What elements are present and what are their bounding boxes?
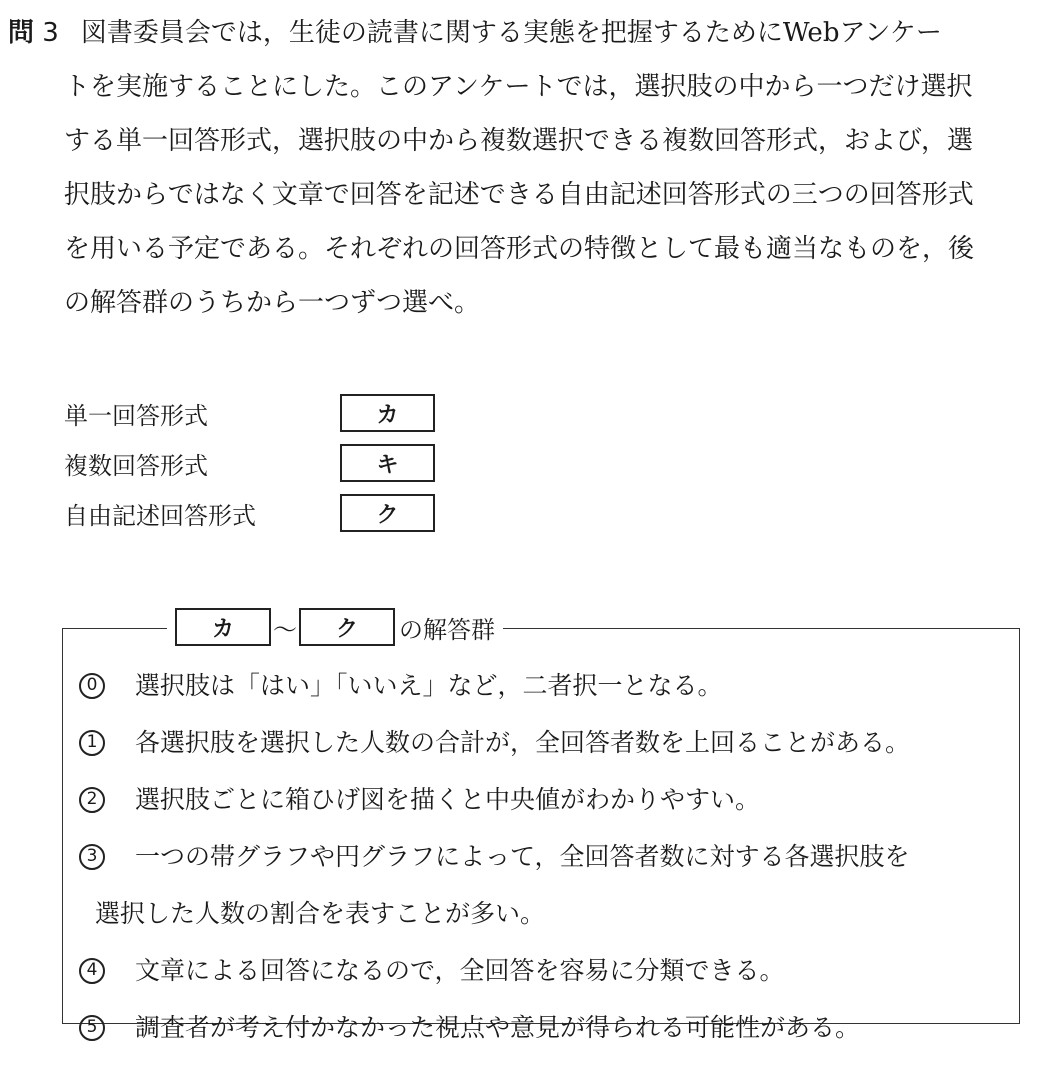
choice-mark — [79, 942, 135, 999]
choice-text-line: 文章による回答になるので，全回答を容易に分類できる。 — [135, 956, 785, 985]
choice-text-continuation: 選択した人数の割合を表すことが多い。 — [95, 899, 546, 928]
question-line — [8, 168, 1018, 222]
circled-number-icon: 3 — [79, 844, 105, 870]
circled-number-icon: 1 — [79, 730, 105, 756]
choice-item[interactable] — [79, 999, 1009, 1056]
answer-blank-box[interactable]: ク — [340, 494, 435, 532]
choice-mark — [79, 771, 135, 828]
question-text: を用いる予定である。それぞれの回答形式の特徴として最も適当なものを，後 — [64, 234, 975, 264]
answer-choices-box — [62, 615, 1020, 1042]
choice-text-line: 一つの帯グラフや円グラフによって，全回答者数に対する各選択肢を — [135, 842, 910, 871]
item-label: 自由記述回答形式 — [64, 501, 256, 530]
choice-text — [135, 771, 1009, 828]
choice-text — [95, 828, 1009, 942]
item-label: 単一回答形式 — [64, 401, 208, 430]
circled-number-icon: 0 — [79, 673, 105, 699]
circled-number-icon: 4 — [79, 958, 105, 984]
header-suffix: の解答群 — [399, 615, 495, 644]
choice-mark — [79, 714, 135, 771]
header-tilde: ～ — [273, 615, 297, 644]
item-label: 複数回答形式 — [64, 451, 208, 480]
question-line — [8, 222, 1018, 276]
question-label: 問 — [8, 18, 35, 48]
choice-item[interactable] — [79, 828, 1009, 942]
choice-item[interactable] — [79, 657, 1009, 714]
question-paragraph — [8, 6, 1018, 330]
question-line — [8, 276, 1018, 330]
answer-item — [64, 388, 435, 438]
choice-text — [135, 714, 1009, 771]
answer-item — [64, 488, 435, 538]
choice-text-line: 調査者が考え付かなかった視点や意見が得られる可能性がある。 — [135, 1013, 861, 1042]
choice-text — [135, 657, 1009, 714]
header-blank-from: カ — [175, 608, 271, 646]
question-text: トを実施することにした。このアンケートでは，選択肢の中から一つだけ選択 — [64, 72, 973, 102]
choice-text — [135, 942, 1009, 999]
circled-number-icon: 5 — [79, 1015, 105, 1041]
choice-mark — [79, 657, 135, 714]
answer-items — [64, 388, 435, 538]
choice-mark — [79, 828, 135, 885]
choice-item[interactable] — [79, 942, 1009, 999]
question-line — [8, 60, 1018, 114]
answer-blank-box[interactable]: キ — [340, 444, 435, 482]
answer-item — [64, 438, 435, 488]
question-text: する単一回答形式，選択肢の中から複数選択できる複数回答形式，および，選 — [64, 126, 973, 156]
question-text: 図書委員会では，生徒の読書に関する実態を把握するためにWebアンケー — [80, 18, 942, 48]
choice-item[interactable] — [79, 771, 1009, 828]
choice-text — [135, 999, 1009, 1056]
header-blank-to: ク — [299, 608, 395, 646]
circled-number-icon: 2 — [79, 787, 105, 813]
choice-text-line: 選択肢は「はい」「いいえ」など，二者択一となる。 — [135, 671, 723, 700]
choice-text-line: 選択肢ごとに箱ひげ図を描くと中央値がわかりやすい。 — [135, 785, 761, 814]
question-line — [8, 114, 1018, 168]
choices-header — [167, 607, 503, 647]
choice-mark — [79, 999, 135, 1056]
question-line — [8, 6, 1018, 60]
choice-text-line: 各選択肢を選択した人数の合計が，全回答者数を上回ることがある。 — [135, 728, 911, 757]
answer-blank-box[interactable]: カ — [340, 394, 435, 432]
question-number: 3 — [42, 18, 59, 48]
question-text: 択肢からではなく文章で回答を記述できる自由記述回答形式の三つの回答形式 — [64, 180, 974, 210]
question-text: の解答群のうちから一つずつ選べ。 — [64, 288, 481, 318]
choice-list — [79, 657, 1009, 1056]
choice-item[interactable] — [79, 714, 1009, 771]
